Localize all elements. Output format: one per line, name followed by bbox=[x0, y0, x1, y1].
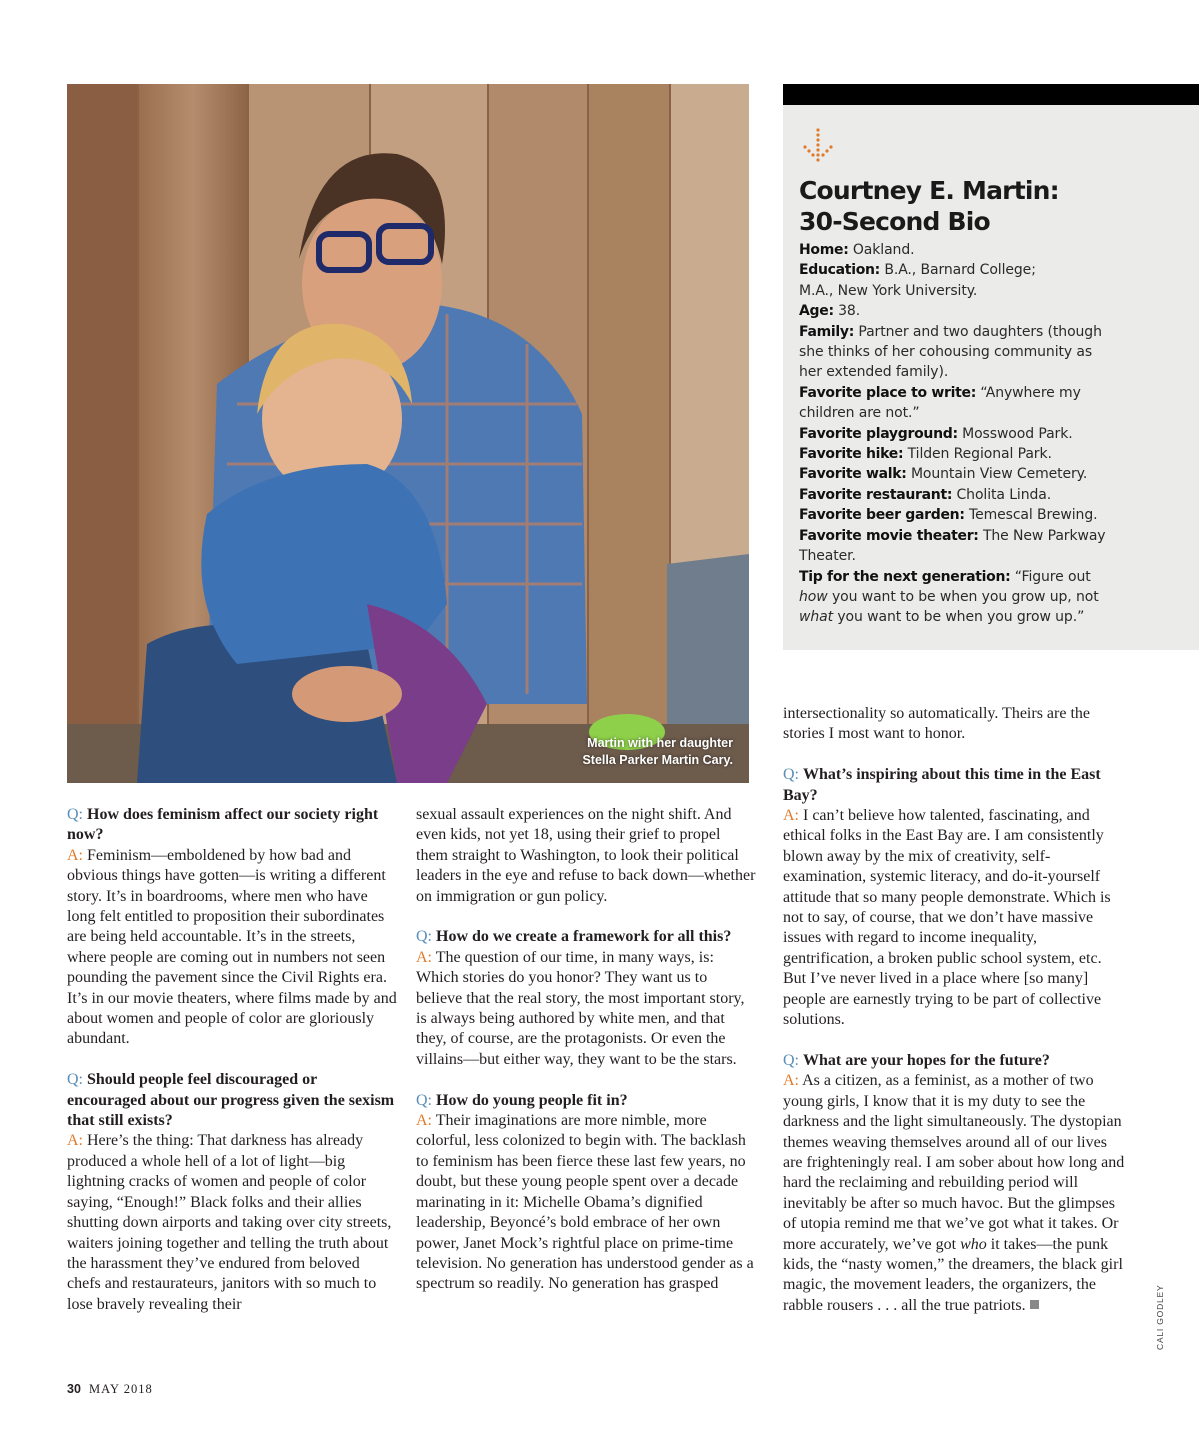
answer bbox=[783, 806, 1128, 1030]
answer-continued: intersectionality so automatically. Theirs are the stories I most want to honor. bbox=[783, 705, 1091, 743]
q-marker: Q: bbox=[67, 806, 83, 823]
bio-item-beer-garden bbox=[799, 505, 1189, 525]
dotted-arrow-icon bbox=[801, 127, 835, 165]
question bbox=[67, 1070, 397, 1131]
answer-text: The question of our time, in many ways, is: Which stories do you honor? They want us to believe that the real story, the most important story, is always being authored by white men, and that they, of course, are the protagonists. Or even the villains—but either way, they want to be the stars. bbox=[416, 948, 745, 1068]
answer bbox=[416, 1111, 756, 1295]
article-column-1 bbox=[67, 805, 397, 1315]
bio-key: Home: bbox=[799, 242, 849, 258]
bio-item-place-to-write bbox=[799, 383, 1099, 424]
photo-caption bbox=[582, 735, 733, 769]
answer bbox=[67, 1131, 397, 1315]
bio-value: Oakland. bbox=[848, 242, 915, 258]
bio-key: Favorite movie theater: bbox=[799, 527, 979, 544]
bio-item-family bbox=[799, 322, 1104, 383]
bio-title-line: Courtney E. Martin: bbox=[799, 176, 1059, 205]
question bbox=[783, 765, 1128, 806]
bio-key: Favorite beer garden: bbox=[799, 507, 965, 524]
bio-value: you want to be when you grow up, not bbox=[827, 588, 1099, 605]
photo-illustration bbox=[67, 84, 749, 783]
a-marker: A: bbox=[416, 948, 432, 966]
answer-text: Here’s the thing: That darkness has already produced a whole hell of a lot of light—big lightning cracks of women and people of color saying, “Enough!” Black folks and their allies shutting down airports and taking over city streets, waiters joining together and telling the truth about the harassment they’ve endured from beloved chefs and restaurateurs, janitors with so much to lose bravely revealing their bbox=[67, 1132, 392, 1313]
bio-key: Tip for the next generation: bbox=[799, 568, 1011, 585]
bio-title-line: 30-Second Bio bbox=[799, 207, 990, 236]
article-column-3 bbox=[783, 704, 1128, 1316]
bio-item-age bbox=[799, 301, 1189, 321]
article-column-2 bbox=[416, 805, 756, 1295]
a-marker: A: bbox=[67, 1132, 83, 1150]
q-marker: Q: bbox=[416, 928, 432, 946]
a-marker: A: bbox=[416, 1112, 432, 1130]
bio-value: 38. bbox=[833, 303, 861, 320]
answer bbox=[416, 948, 756, 1070]
feature-photo bbox=[67, 84, 749, 783]
sidebar-top-rule bbox=[783, 84, 1199, 105]
bio-value: Partner and two daughters (though she thinks of her cohousing community as her extended family). bbox=[799, 323, 1102, 381]
bio-list bbox=[799, 240, 1189, 628]
question-text: How do we create a framework for all this? bbox=[436, 928, 732, 946]
bio-item-hike bbox=[799, 444, 1189, 464]
photo-credit: CALI GODLEY bbox=[1155, 1284, 1165, 1350]
answer-text: Feminism—emboldened by how bad and obvious things have gotten—is writing a different story. It’s in boardrooms, where men who have long felt entitled to proposition their subordinates are being held accountable. It’s in the streets, where people are coming out in numbers not seen pounding the pavement since the Civil Rights era. It’s in our movie theaters, where films made by and about women and people of color are gloriously abundant. bbox=[67, 846, 397, 1048]
bio-sidebar bbox=[783, 105, 1199, 650]
caption-line: Stella Parker Martin Cary. bbox=[582, 753, 733, 767]
bio-emphasis: how bbox=[799, 588, 828, 605]
answer-emphasis: who bbox=[960, 1235, 987, 1253]
question-text: What are your hopes for the future? bbox=[803, 1051, 1050, 1069]
question-text: How do young people fit in? bbox=[436, 1091, 628, 1109]
bio-title bbox=[799, 175, 1189, 237]
a-marker: A: bbox=[783, 807, 799, 825]
q-marker: Q: bbox=[783, 766, 799, 784]
bio-value: “Figure out bbox=[1010, 568, 1091, 585]
bio-value: Temescal Brewing. bbox=[964, 507, 1098, 524]
bio-key: Favorite place to write: bbox=[799, 384, 977, 401]
question-text: Should people feel discouraged or encouraged about our progress given the sexism that still exists? bbox=[67, 1071, 395, 1130]
question-text: How does feminism affect our society right now? bbox=[67, 806, 379, 844]
bio-key: Favorite restaurant: bbox=[799, 486, 953, 503]
answer-text: I can’t believe how talented, fascinating, and ethical folks in the East Bay are. I am consistently blown away by the mix of creativity, self-examination, systemic literacy, and do-it-yourself attitude that so many people demonstrate. Which is not to say, of course, that we don’t have massive issues with regard to income inequality, gentrification, a broken public school system, etc. But I’ve never lived in a place where [so many] people are earnestly trying to be part of collective solutions. bbox=[783, 807, 1111, 1029]
bio-value: Cholita Linda. bbox=[952, 486, 1052, 503]
bio-emphasis: what bbox=[799, 609, 833, 626]
bio-value: The New Parkway Theater. bbox=[799, 527, 1106, 565]
bio-item-restaurant bbox=[799, 485, 1189, 505]
question bbox=[416, 1091, 756, 1111]
bio-value: Tilden Regional Park. bbox=[903, 446, 1052, 463]
bio-item-education bbox=[799, 260, 1059, 301]
question-text: What’s inspiring about this time in the East Bay? bbox=[783, 766, 1101, 804]
answer-text: As a citizen, as a feminist, as a mother of two young girls, I know that it is my duty to see the darkness and the light simultaneously. The dystopian themes weaving themselves around all of our lives are frighteningly real. I am sober about how long and hard the reclaiming and rebuilding period will inevitably be after so much havoc. But the glimpses of utopia remind me that we’ve got what it takes. Or more accurately, we’ve got bbox=[783, 1072, 1125, 1253]
answer bbox=[783, 1071, 1128, 1316]
a-marker: A: bbox=[67, 846, 83, 864]
answer-text: Their imaginations are more nimble, more colorful, less colonized to begin with. The backlash to feminism has been fierce these last few years, no doubt, but these young people spent over a decade marinating in it: Michelle Obama’s dignified leadership, Beyoncé’s bold embrace of her own power, Janet Mock’s rightful place on prime-time television. No generation has understood gender as a spectrum so readily. No generation has grasped bbox=[416, 1112, 754, 1293]
question bbox=[67, 805, 397, 846]
question bbox=[416, 927, 756, 947]
bio-value: Mosswood Park. bbox=[957, 425, 1073, 442]
a-marker: A: bbox=[783, 1072, 799, 1090]
answer-text: it takes—the punk kids, the “nasty women,” the dreamers, the black girl magic, the movement leaders, the organizers, the rabble rousers . . . all the true patriots. bbox=[783, 1235, 1123, 1314]
bio-key: Education: bbox=[799, 262, 880, 279]
issue-date: MAY 2018 bbox=[89, 1382, 153, 1396]
caption-line: Martin with her daughter bbox=[587, 736, 733, 750]
bio-item-tip bbox=[799, 567, 1114, 628]
bio-item-walk bbox=[799, 464, 1189, 484]
bio-value: Mountain View Cemetery. bbox=[906, 466, 1088, 483]
question bbox=[783, 1051, 1128, 1071]
bio-item-home bbox=[799, 240, 1189, 260]
q-marker: Q: bbox=[783, 1051, 799, 1069]
q-marker: Q: bbox=[416, 1091, 432, 1109]
answer-continued: sexual assault experiences on the night shift. And even kids, not yet 18, using their grief to propel them straight to Washington, to look their political leaders in the eye and refuse to back down—whether on immigration or gun policy. bbox=[416, 806, 756, 905]
bio-key: Family: bbox=[799, 323, 855, 340]
bio-value: “Anywhere my children are not.” bbox=[799, 384, 1081, 422]
bio-item-movie-theater bbox=[799, 526, 1109, 567]
bio-key: Favorite walk: bbox=[799, 466, 907, 483]
page-footer bbox=[67, 1382, 153, 1397]
bio-key: Favorite playground: bbox=[799, 425, 958, 442]
bio-value: you want to be when you grow up.” bbox=[833, 609, 1085, 626]
bio-key: Favorite hike: bbox=[799, 446, 904, 463]
answer bbox=[67, 846, 397, 1050]
bio-item-playground bbox=[799, 424, 1189, 444]
page-number: 30 bbox=[67, 1382, 81, 1396]
bio-key: Age: bbox=[799, 303, 834, 320]
end-mark-icon bbox=[1030, 1300, 1039, 1309]
q-marker: Q: bbox=[67, 1071, 83, 1089]
bio-value: B.A., Barnard College; M.A., New York University. bbox=[799, 262, 1036, 299]
